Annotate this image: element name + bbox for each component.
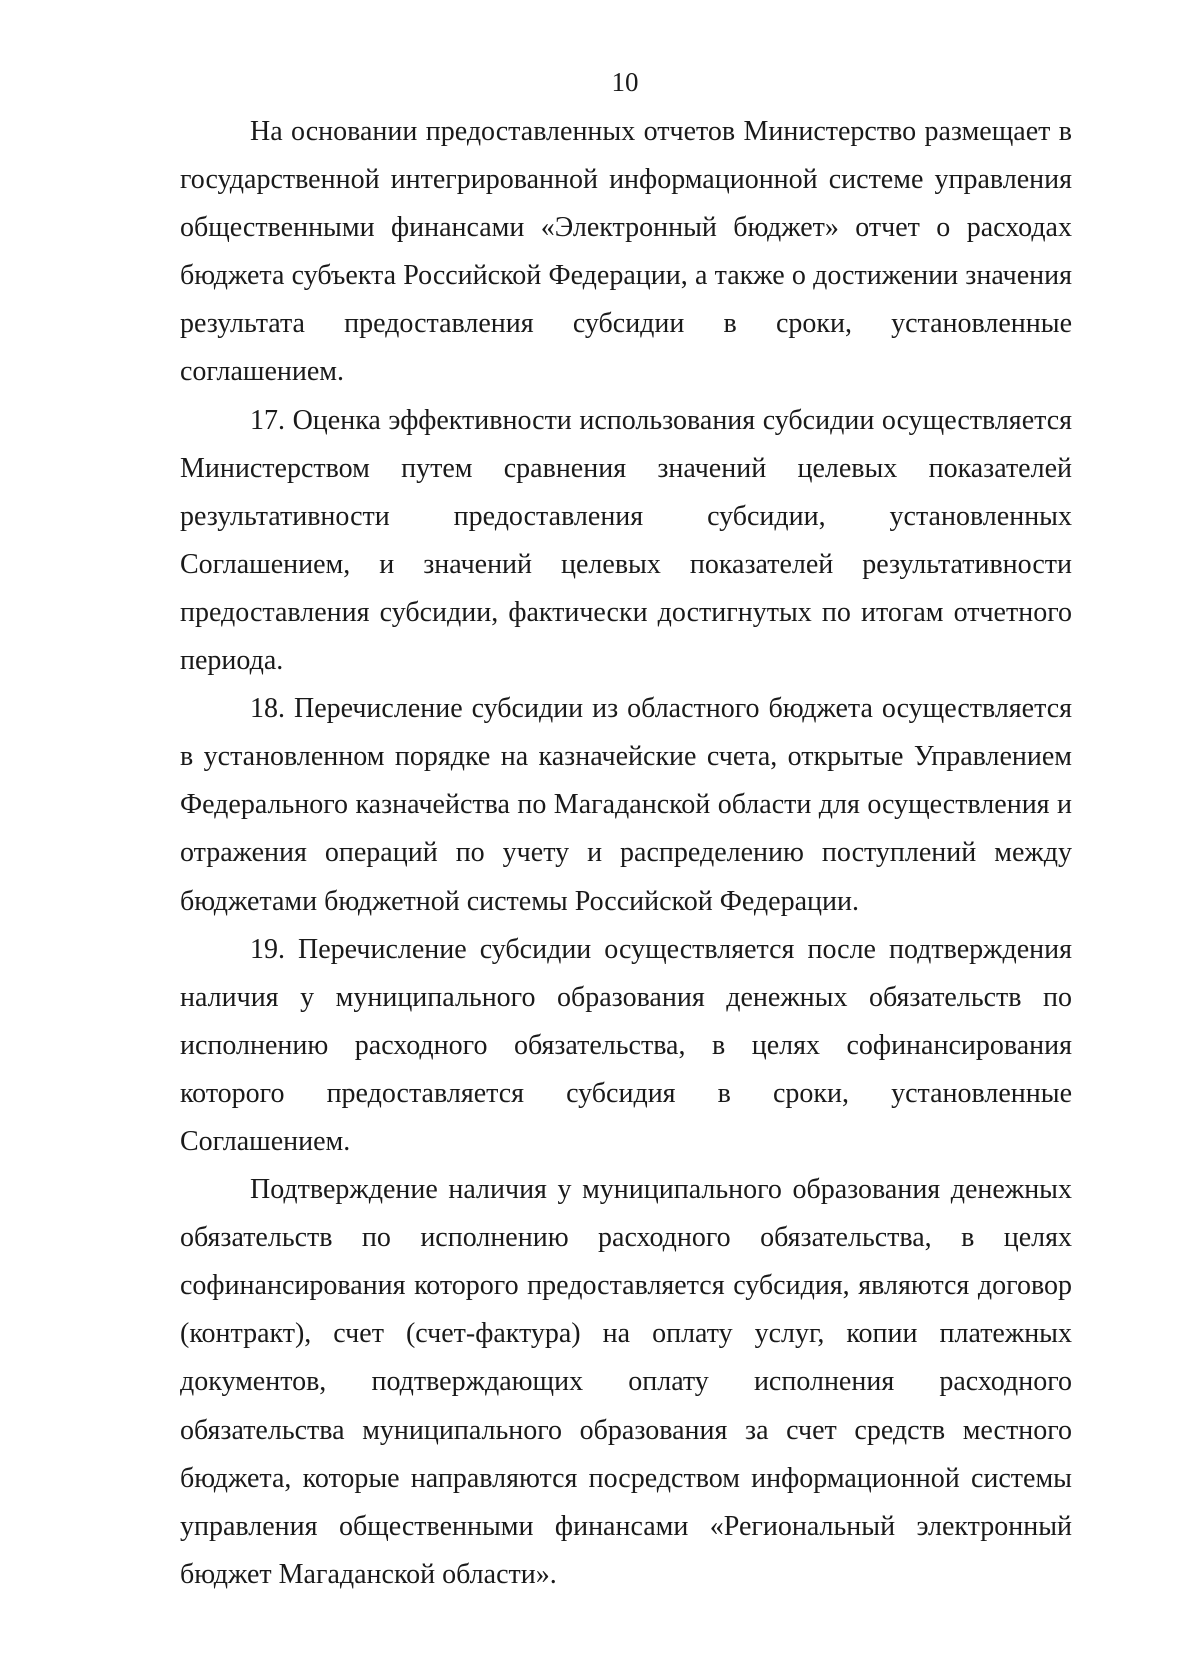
paragraph-18-subsidy-transfer: 18. Перечисление субсидии из областного бюджета осуществляется в установленном порядке на казначейские счета, открытые Управлением Федерального казначейства по Магаданской области для осуществления и отражения операций по учету и распределению поступлений между бюджетами бюджетной системы Российской Федерации. (180, 693, 1072, 917)
paragraph-confirmation-documents: Подтверждение наличия у муниципального образования денежных обязательств по исполнению расходного обязательства, в целях софинансирования которого предоставляется субсидия, являются договор (контракт), счет (счет-фактура) на оплату услуг, копии платежных документов, подтверждающих оплату исполнения расходного обязательства муниципального образования за счет средств местного бюджета, которые направляются посредством информационной системы управления общественными финансами «Региональный электронный бюджет Магаданской области». (180, 1174, 1072, 1590)
paragraph-reporting: На основании предоставленных отчетов Министерство размещает в государственной интегрированной информационной системе управления общественными финансами «Электронный бюджет» отчет о расходах бюджета субъекта Российской Федерации, а также о достижении значения результата предоставления субсидии в сроки, установленные соглашением. (180, 116, 1072, 388)
paragraph-19-transfer-conditions: 19. Перечисление субсидии осуществляется после подтверждения наличия у муниципального образования денежных обязательств по исполнению расходного обязательства, в целях софинансирования которого предоставляется субсидия в сроки, установленные Соглашением. (180, 933, 1072, 1157)
document-body (180, 108, 1072, 1599)
page-number: 10 (611, 67, 639, 97)
paragraph-17-efficiency-assessment: 17. Оценка эффективности использования субсидии осуществляется Министерством путем сравнения значений целевых показателей результативности предоставления субсидии, установленных Соглашением, и значений целевых показателей результативности предоставления субсидии, фактически достигнутых по итогам отчетного периода. (180, 404, 1072, 677)
